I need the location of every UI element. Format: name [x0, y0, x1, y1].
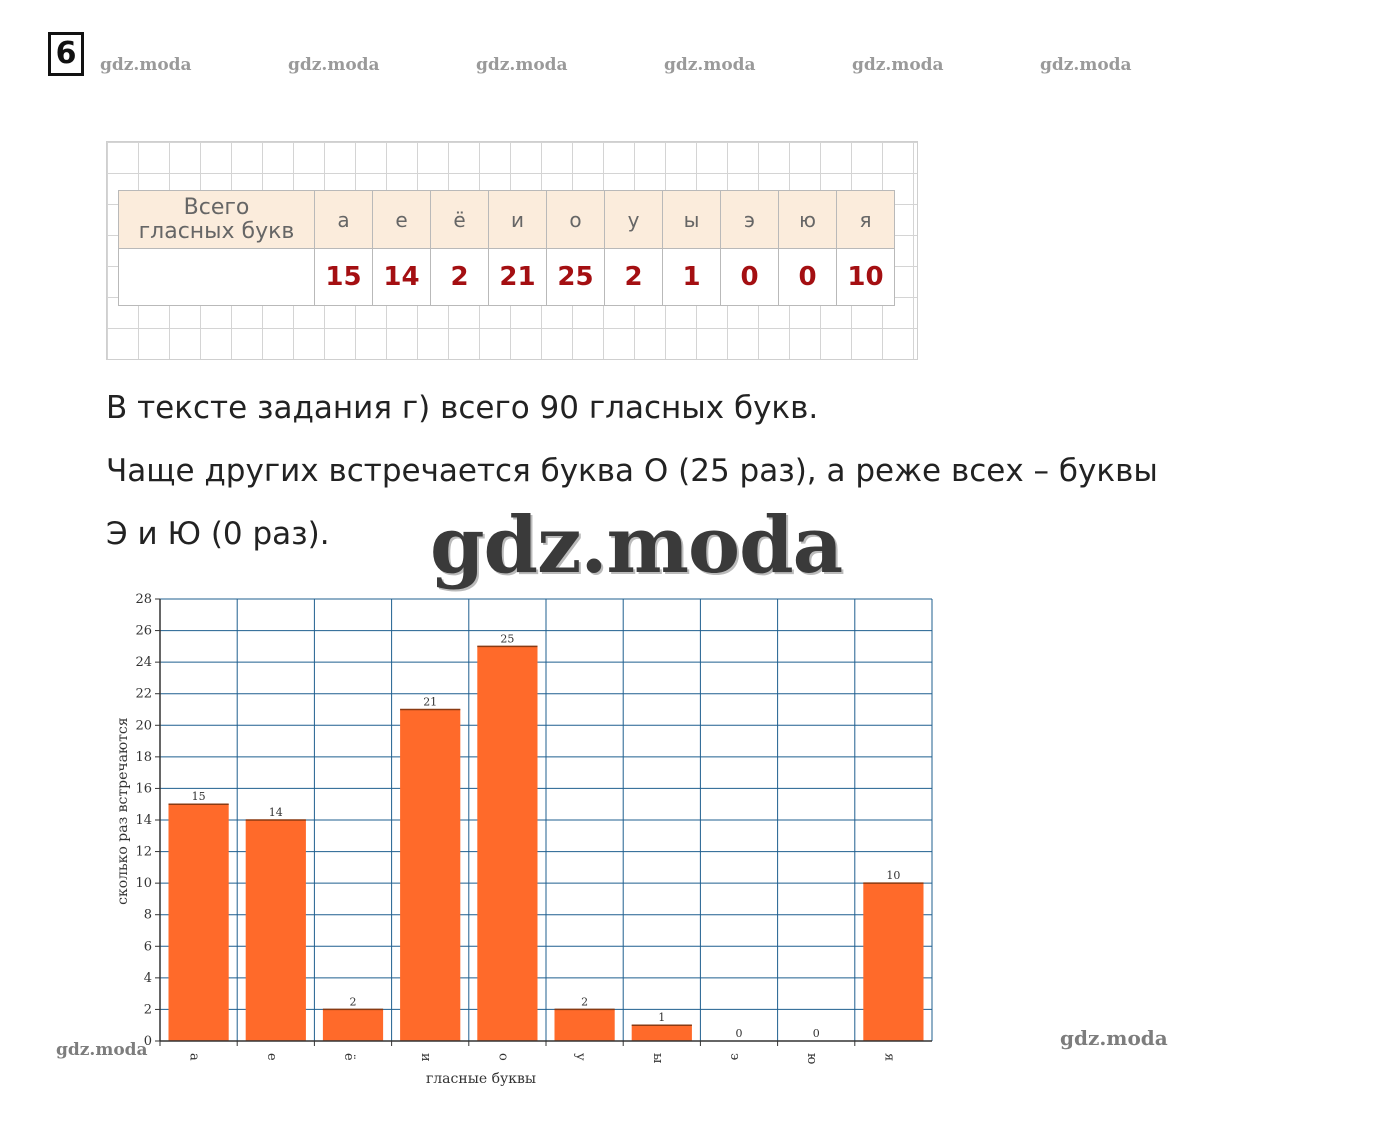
- table-count-cell: 0: [721, 249, 779, 306]
- y-tick-label: 4: [143, 970, 152, 986]
- table-letter-cell: о: [547, 191, 605, 249]
- vowel-frequency-bar-chart: [100, 588, 960, 1088]
- x-tick-label: а: [186, 1053, 202, 1061]
- bar-value-label: 2: [349, 995, 357, 1009]
- y-tick-label: 12: [135, 844, 152, 860]
- table-letter-cell: у: [605, 191, 663, 249]
- bar: [246, 820, 306, 1041]
- bar-value-label: 21: [423, 695, 438, 709]
- x-tick-label: и: [418, 1053, 434, 1062]
- table-header-label-line1: Всего: [183, 194, 250, 220]
- bar-value-label: 0: [735, 1027, 743, 1040]
- table-letter-cell: а: [315, 191, 373, 249]
- bar: [400, 710, 460, 1042]
- y-tick-label: 8: [143, 907, 152, 923]
- watermark: gdz.moda: [1060, 1026, 1168, 1050]
- table-letter-cell: ы: [663, 191, 721, 249]
- x-tick-label: ё: [341, 1053, 356, 1061]
- y-tick-label: 22: [135, 686, 152, 702]
- bar: [323, 1009, 383, 1041]
- y-axis-title: сколько раз встречаются: [115, 717, 131, 905]
- exercise-number-badge: 6: [48, 32, 84, 76]
- bar: [554, 1009, 614, 1041]
- bar-value-label: 25: [500, 632, 515, 646]
- x-tick-label: о: [495, 1053, 511, 1061]
- table-header-label-line2: гласных букв: [138, 218, 295, 244]
- y-tick-label: 14: [135, 813, 152, 828]
- watermark: gdz.moda: [56, 1040, 148, 1060]
- table-letter-cell: и: [489, 191, 547, 249]
- table-letter-cell: я: [837, 191, 895, 249]
- table-values-row: [119, 249, 895, 306]
- answer-line-3: Э и Ю (0 раз).: [106, 516, 330, 552]
- bar-value-label: 0: [812, 1027, 820, 1040]
- y-tick-label: 18: [135, 749, 152, 765]
- answer-line-1: В тексте задания г) всего 90 гласных букв.: [106, 390, 819, 426]
- y-tick-label: 24: [135, 655, 152, 671]
- bar-value-label: 1: [658, 1011, 666, 1025]
- watermark: gdz.moda: [476, 55, 568, 75]
- x-tick-label: э: [727, 1053, 742, 1061]
- table-count-cell: 1: [663, 249, 721, 306]
- table-letter-cell: ё: [431, 191, 489, 249]
- table-count-cell: 21: [489, 249, 547, 306]
- y-tick-label: 0: [143, 1034, 152, 1049]
- y-tick-label: 26: [135, 623, 152, 639]
- table-letter-cell: ю: [779, 191, 837, 249]
- x-tick-label: ю: [804, 1053, 820, 1065]
- x-tick-label: я: [881, 1053, 897, 1062]
- y-tick-label: 20: [135, 718, 152, 734]
- answer-line-2: Чаще других встречается буква О (25 раз), а реже всех – буквы: [106, 453, 1158, 489]
- table-count-cell: 2: [431, 249, 489, 306]
- bar: [477, 646, 537, 1041]
- x-axis-title: гласные буквы: [425, 1071, 537, 1087]
- watermark: gdz.moda: [288, 55, 380, 75]
- table-count-cell: 15: [315, 249, 373, 306]
- table-count-cell: 10: [837, 249, 895, 306]
- table-count-cell: 14: [373, 249, 431, 306]
- table-header-label: [119, 191, 315, 249]
- bar-value-label: 10: [886, 869, 901, 883]
- table-letter-cell: э: [721, 191, 779, 249]
- watermark: gdz.moda: [1040, 55, 1132, 75]
- y-tick-label: 6: [143, 939, 152, 955]
- x-tick-label: ы: [649, 1053, 665, 1064]
- watermark: gdz.moda: [100, 55, 192, 75]
- watermark: gdz.moda: [664, 55, 756, 75]
- table-empty-cell: [119, 249, 315, 306]
- table-count-cell: 25: [547, 249, 605, 306]
- watermark: gdz.moda: [852, 55, 944, 75]
- y-tick-label: 28: [135, 592, 152, 607]
- bar-value-label: 15: [191, 790, 206, 804]
- x-tick-label: е: [263, 1053, 279, 1061]
- y-tick-label: 10: [135, 876, 152, 892]
- bar: [863, 883, 923, 1041]
- watermark-large: gdz.moda: [430, 500, 843, 591]
- x-tick-label: у: [572, 1053, 588, 1061]
- bar-value-label: 14: [268, 806, 283, 819]
- bar: [632, 1025, 692, 1041]
- table-count-cell: 0: [779, 249, 837, 306]
- vowel-count-table: [118, 190, 895, 306]
- table-count-cell: 2: [605, 249, 663, 306]
- bar-value-label: 2: [581, 995, 589, 1009]
- y-tick-label: 16: [135, 781, 152, 797]
- bar: [168, 804, 228, 1041]
- y-tick-label: 2: [143, 1002, 152, 1018]
- table-header-row: [119, 191, 895, 249]
- table-letter-cell: е: [373, 191, 431, 249]
